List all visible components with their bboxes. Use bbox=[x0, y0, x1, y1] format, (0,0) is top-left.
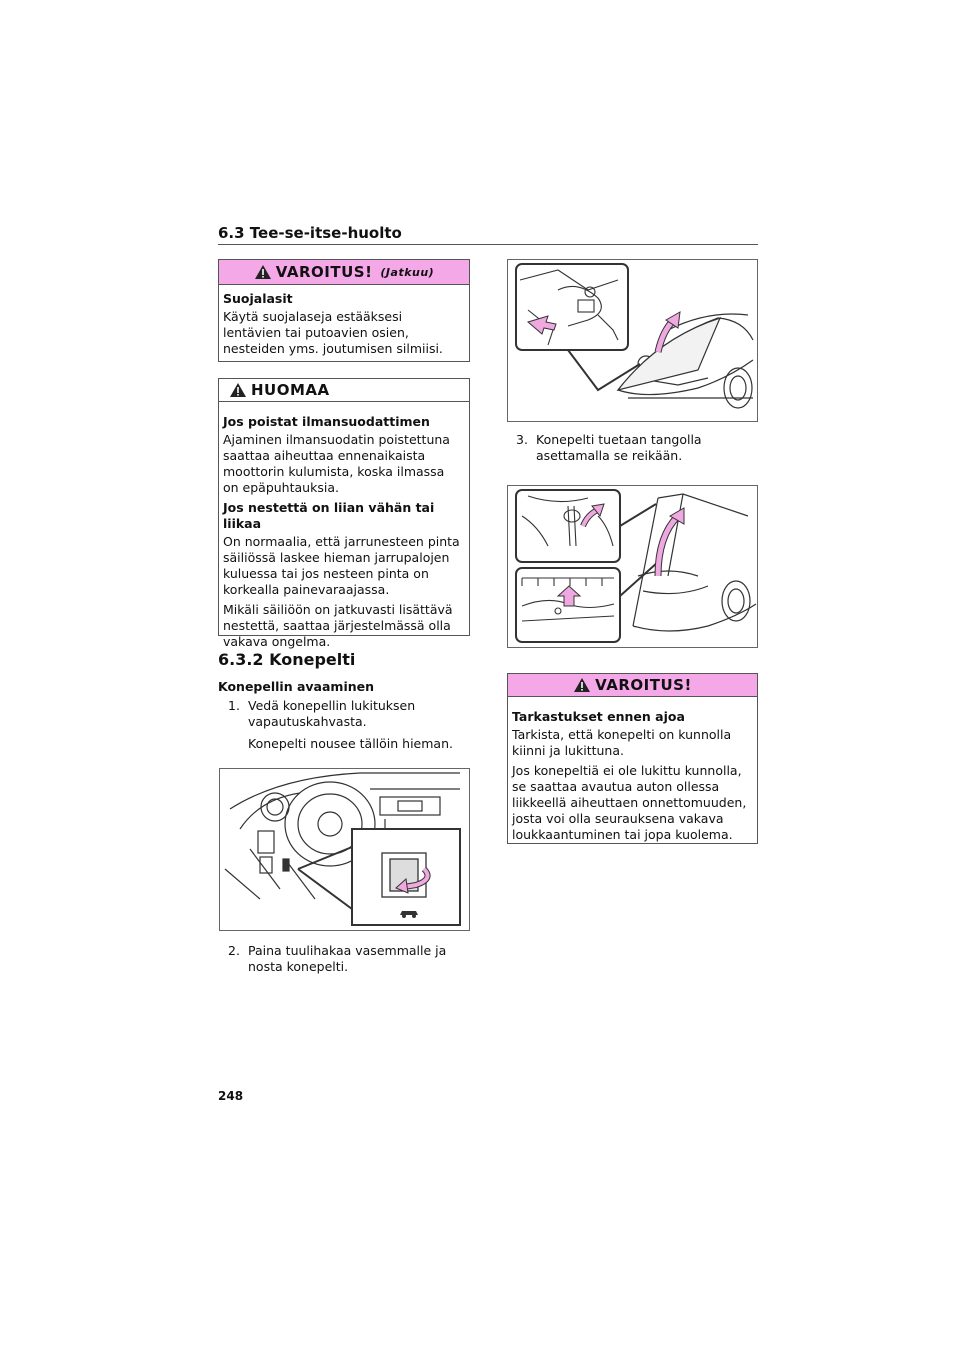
step-1-note: Konepelti nousee tällöin hieman. bbox=[248, 736, 453, 751]
notice-text-2: On normaalia, että jarrunesteen pinta säiliössä laskee hieman jarrupalojen kuluessa tai jos nesteen pinta on korkealla painevaraajassa. bbox=[223, 534, 460, 597]
warning-subtitle: Suojalasit bbox=[223, 291, 293, 306]
notice-title: HUOMAA bbox=[251, 381, 330, 399]
notice-subtitle-1: Jos poistat ilmansuodattimen bbox=[223, 414, 430, 429]
step-3-text: Konepelti tuetaan tangolla asettamalla se reikään. bbox=[536, 432, 702, 463]
warning-body bbox=[219, 285, 469, 369]
step-2-text: Paina tuulihakaa vasemmalle ja nosta konepelti. bbox=[248, 943, 447, 974]
warning-text-2b: Jos konepeltiä ei ole lukittu kunnolla, se saattaa avautua auton ollessa liikkeellä aiheuttaen onnettomuuden, josta voi olla seurauksena vakava loukkaantuminen tai jopa kuolema. bbox=[512, 763, 747, 842]
warning-title-bar bbox=[219, 260, 469, 285]
section-header: 6.3 Tee-se-itse-huolto bbox=[218, 224, 402, 242]
step-1-number: 1. bbox=[228, 698, 240, 713]
dashboard-illustration bbox=[220, 769, 469, 930]
header-rule bbox=[218, 244, 758, 245]
warning-continued-label: (Jatkuu) bbox=[380, 265, 435, 279]
warning-title: VAROITUS! bbox=[275, 263, 373, 281]
subsection-heading: Konepellin avaaminen bbox=[218, 679, 374, 694]
warning-text-2a: Tarkista, että konepelti on kunnolla kiinni ja lukittuna. bbox=[512, 727, 732, 758]
figure-hood-support-rod bbox=[507, 485, 758, 648]
notice-text-1: Ajaminen ilmansuodatin poistettuna saattaa aiheuttaa ennenaikaista moottorin kulumista, koska ilmassa on epäpuhtauksia. bbox=[223, 432, 450, 495]
notice-box bbox=[218, 378, 470, 649]
caution-triangle-icon bbox=[229, 382, 247, 398]
step-1-text: Vedä konepellin lukituksen vapautuskahvasta. bbox=[248, 698, 416, 729]
notice-body bbox=[219, 402, 469, 662]
hood-latch-illustration bbox=[508, 260, 757, 421]
figure-hood-latch bbox=[507, 259, 758, 422]
step-3 bbox=[516, 432, 756, 464]
step-2-number: 2. bbox=[228, 943, 240, 958]
warning-body-2 bbox=[508, 697, 757, 855]
page-number: 248 bbox=[218, 1089, 244, 1103]
warning-title-bar-2 bbox=[508, 674, 757, 697]
warning-box-checks bbox=[507, 673, 758, 844]
warning-triangle-icon bbox=[254, 264, 272, 280]
warning-text: Käytä suojalaseja estääksesi lentävien tai putoavien osien, nesteiden yms. joutumisen silmiisi. bbox=[223, 309, 443, 356]
step-1 bbox=[228, 698, 468, 752]
notice-title-bar bbox=[219, 379, 469, 402]
section-heading: 6.3.2 Konepelti bbox=[218, 650, 356, 669]
notice-subtitle-2: Jos nestettä on liian vähän tai liikaa bbox=[223, 500, 435, 531]
warning-subtitle-2: Tarkastukset ennen ajoa bbox=[512, 709, 685, 724]
warning-title: VAROITUS! bbox=[595, 676, 692, 694]
step-2 bbox=[228, 943, 468, 975]
warning-triangle-icon bbox=[573, 677, 591, 693]
notice-text-3: Mikäli säiliöön on jatkuvasti lisättävä nestettä, saattaa järjestelmässä olla vakava ongelma. bbox=[223, 602, 453, 649]
warning-box-continued bbox=[218, 259, 470, 362]
figure-hood-release-lever bbox=[219, 768, 470, 931]
support-rod-illustration bbox=[508, 486, 757, 647]
step-3-number: 3. bbox=[516, 432, 528, 447]
